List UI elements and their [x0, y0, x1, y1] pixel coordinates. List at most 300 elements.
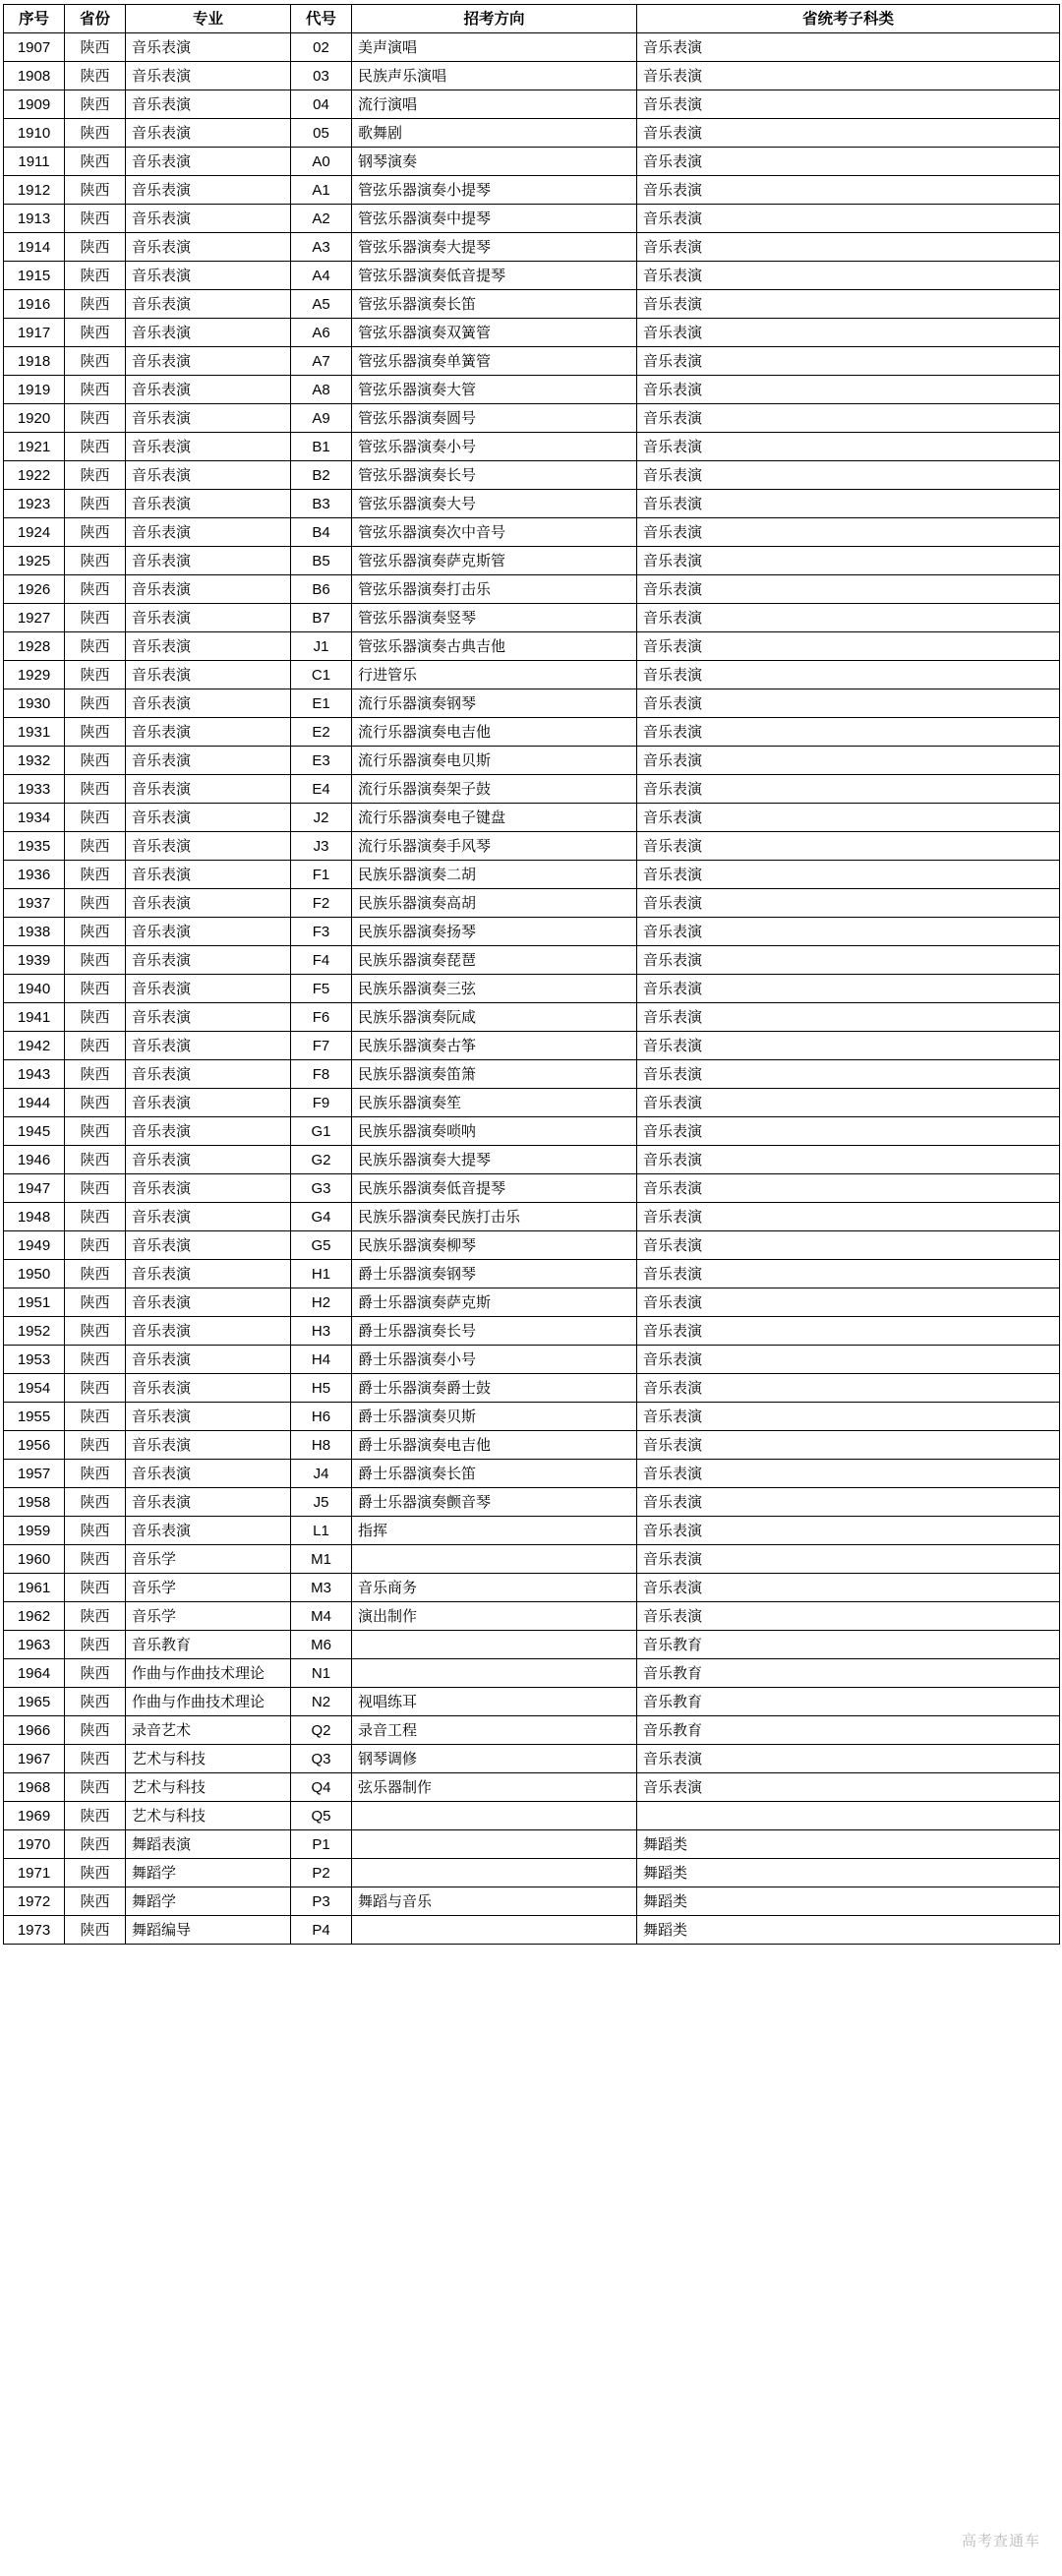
cell-province: 陕西 — [65, 889, 126, 918]
cell-code: H6 — [291, 1403, 352, 1431]
cell-major: 音乐表演 — [126, 747, 291, 775]
cell-direction: 民族乐器演奏笛箫 — [352, 1060, 637, 1089]
cell-seq: 1956 — [4, 1431, 65, 1460]
cell-major: 音乐表演 — [126, 1346, 291, 1374]
cell-direction: 管弦乐器演奏竖琴 — [352, 604, 637, 632]
cell-seq: 1952 — [4, 1317, 65, 1346]
table-row — [4, 233, 1060, 262]
table-row — [4, 1117, 1060, 1146]
table-row — [4, 1288, 1060, 1317]
cell-code: G5 — [291, 1231, 352, 1260]
table-row — [4, 1602, 1060, 1631]
cell-direction — [352, 1802, 637, 1830]
cell-subject: 音乐表演 — [637, 547, 1060, 575]
cell-province: 陕西 — [65, 1517, 126, 1545]
cell-major: 音乐表演 — [126, 861, 291, 889]
cell-subject: 音乐表演 — [637, 205, 1060, 233]
cell-direction: 管弦乐器演奏双簧管 — [352, 319, 637, 347]
cell-code: P1 — [291, 1830, 352, 1859]
table-row — [4, 747, 1060, 775]
table-row — [4, 290, 1060, 319]
cell-major: 音乐表演 — [126, 804, 291, 832]
cell-code: C1 — [291, 661, 352, 689]
cell-code: J4 — [291, 1460, 352, 1488]
cell-subject: 音乐表演 — [637, 262, 1060, 290]
cell-major: 音乐表演 — [126, 347, 291, 376]
cell-code: J5 — [291, 1488, 352, 1517]
cell-subject: 音乐教育 — [637, 1716, 1060, 1745]
cell-province: 陕西 — [65, 1317, 126, 1346]
table-row — [4, 1716, 1060, 1745]
cell-province: 陕西 — [65, 1117, 126, 1146]
table-row — [4, 632, 1060, 661]
cell-seq: 1940 — [4, 975, 65, 1003]
cell-major: 音乐表演 — [126, 575, 291, 604]
cell-province: 陕西 — [65, 1374, 126, 1403]
cell-major: 音乐表演 — [126, 176, 291, 205]
cell-code: F3 — [291, 918, 352, 946]
cell-code: Q3 — [291, 1745, 352, 1773]
table-row — [4, 433, 1060, 461]
cell-seq: 1972 — [4, 1887, 65, 1916]
cell-code: H1 — [291, 1260, 352, 1288]
table-row — [4, 33, 1060, 62]
cell-province: 陕西 — [65, 861, 126, 889]
cell-province: 陕西 — [65, 1203, 126, 1231]
cell-seq: 1939 — [4, 946, 65, 975]
cell-province: 陕西 — [65, 262, 126, 290]
cell-code: Q2 — [291, 1716, 352, 1745]
cell-subject: 音乐表演 — [637, 1602, 1060, 1631]
table-row — [4, 1545, 1060, 1574]
cell-direction — [352, 1545, 637, 1574]
cell-direction: 爵士乐器演奏长号 — [352, 1317, 637, 1346]
cell-subject: 音乐表演 — [637, 1174, 1060, 1203]
cell-subject: 音乐表演 — [637, 62, 1060, 90]
cell-code: B5 — [291, 547, 352, 575]
cell-direction: 流行乐器演奏电子键盘 — [352, 804, 637, 832]
table-row — [4, 1830, 1060, 1859]
cell-province: 陕西 — [65, 1916, 126, 1945]
cell-major: 音乐表演 — [126, 1260, 291, 1288]
cell-direction: 管弦乐器演奏大号 — [352, 490, 637, 518]
cell-major: 音乐表演 — [126, 1032, 291, 1060]
cell-province: 陕西 — [65, 718, 126, 747]
table-row — [4, 1887, 1060, 1916]
cell-subject: 音乐教育 — [637, 1688, 1060, 1716]
cell-direction: 音乐商务 — [352, 1574, 637, 1602]
cell-code: A6 — [291, 319, 352, 347]
cell-code: L1 — [291, 1517, 352, 1545]
table-row — [4, 604, 1060, 632]
cell-code: A0 — [291, 148, 352, 176]
cell-major: 音乐表演 — [126, 1231, 291, 1260]
cell-subject: 音乐表演 — [637, 290, 1060, 319]
cell-major: 音乐表演 — [126, 205, 291, 233]
cell-subject: 音乐表演 — [637, 1574, 1060, 1602]
cell-seq: 1962 — [4, 1602, 65, 1631]
cell-province: 陕西 — [65, 604, 126, 632]
table-row — [4, 1032, 1060, 1060]
cell-seq: 1964 — [4, 1659, 65, 1688]
cell-subject: 音乐表演 — [637, 233, 1060, 262]
cell-code: H3 — [291, 1317, 352, 1346]
cell-direction: 民族声乐演唱 — [352, 62, 637, 90]
cell-direction: 弦乐器制作 — [352, 1773, 637, 1802]
cell-subject: 音乐表演 — [637, 718, 1060, 747]
cell-major: 音乐表演 — [126, 290, 291, 319]
table-row — [4, 1659, 1060, 1688]
cell-seq: 1970 — [4, 1830, 65, 1859]
cell-province: 陕西 — [65, 90, 126, 119]
cell-direction — [352, 1631, 637, 1659]
table-row — [4, 262, 1060, 290]
cell-province: 陕西 — [65, 33, 126, 62]
cell-seq: 1937 — [4, 889, 65, 918]
cell-seq: 1973 — [4, 1916, 65, 1945]
table-row — [4, 1859, 1060, 1887]
cell-direction: 管弦乐器演奏长号 — [352, 461, 637, 490]
cell-seq: 1911 — [4, 148, 65, 176]
cell-province: 陕西 — [65, 918, 126, 946]
cell-province: 陕西 — [65, 775, 126, 804]
cell-province: 陕西 — [65, 1231, 126, 1260]
cell-subject: 音乐表演 — [637, 1032, 1060, 1060]
cell-major: 音乐表演 — [126, 975, 291, 1003]
cell-province: 陕西 — [65, 319, 126, 347]
cell-subject: 音乐表演 — [637, 1403, 1060, 1431]
cell-major: 艺术与科技 — [126, 1745, 291, 1773]
cell-major: 录音艺术 — [126, 1716, 291, 1745]
cell-seq: 1924 — [4, 518, 65, 547]
cell-code: G1 — [291, 1117, 352, 1146]
cell-province: 陕西 — [65, 518, 126, 547]
cell-subject: 音乐表演 — [637, 1231, 1060, 1260]
cell-direction: 爵士乐器演奏贝斯 — [352, 1403, 637, 1431]
cell-direction: 爵士乐器演奏颤音琴 — [352, 1488, 637, 1517]
cell-seq: 1915 — [4, 262, 65, 290]
cell-direction: 美声演唱 — [352, 33, 637, 62]
cell-direction: 流行乐器演奏电贝斯 — [352, 747, 637, 775]
cell-major: 音乐表演 — [126, 1403, 291, 1431]
cell-subject: 音乐表演 — [637, 461, 1060, 490]
table-row — [4, 1346, 1060, 1374]
cell-major: 音乐表演 — [126, 1488, 291, 1517]
cell-seq: 1918 — [4, 347, 65, 376]
cell-province: 陕西 — [65, 433, 126, 461]
cell-subject: 音乐表演 — [637, 1117, 1060, 1146]
cell-direction: 管弦乐器演奏中提琴 — [352, 205, 637, 233]
cell-subject: 音乐表演 — [637, 1545, 1060, 1574]
cell-major: 音乐表演 — [126, 148, 291, 176]
cell-subject: 音乐表演 — [637, 1773, 1060, 1802]
cell-direction: 舞蹈与音乐 — [352, 1887, 637, 1916]
cell-major: 音乐表演 — [126, 1317, 291, 1346]
cell-seq: 1944 — [4, 1089, 65, 1117]
cell-seq: 1954 — [4, 1374, 65, 1403]
cell-code: B1 — [291, 433, 352, 461]
cell-major: 舞蹈表演 — [126, 1830, 291, 1859]
cell-major: 音乐教育 — [126, 1631, 291, 1659]
majors-table — [3, 4, 1060, 1945]
cell-code: Q5 — [291, 1802, 352, 1830]
cell-province: 陕西 — [65, 1859, 126, 1887]
cell-seq: 1967 — [4, 1745, 65, 1773]
cell-direction — [352, 1859, 637, 1887]
table-row — [4, 832, 1060, 861]
cell-province: 陕西 — [65, 1460, 126, 1488]
cell-subject: 音乐表演 — [637, 119, 1060, 148]
cell-province: 陕西 — [65, 1003, 126, 1032]
watermark: 高考查通车 — [961, 2533, 1040, 2549]
cell-direction: 行进管乐 — [352, 661, 637, 689]
cell-major: 音乐表演 — [126, 233, 291, 262]
cell-province: 陕西 — [65, 1659, 126, 1688]
cell-seq: 1951 — [4, 1288, 65, 1317]
cell-subject: 音乐表演 — [637, 490, 1060, 518]
cell-seq: 1922 — [4, 461, 65, 490]
cell-code: B4 — [291, 518, 352, 547]
cell-subject: 音乐表演 — [637, 1460, 1060, 1488]
cell-code: A5 — [291, 290, 352, 319]
cell-code: A7 — [291, 347, 352, 376]
cell-province: 陕西 — [65, 575, 126, 604]
cell-code: H4 — [291, 1346, 352, 1374]
cell-major: 作曲与作曲技术理论 — [126, 1688, 291, 1716]
cell-subject: 音乐表演 — [637, 1488, 1060, 1517]
cell-seq: 1963 — [4, 1631, 65, 1659]
cell-subject: 音乐表演 — [637, 1260, 1060, 1288]
cell-seq: 1955 — [4, 1403, 65, 1431]
cell-major: 音乐表演 — [126, 832, 291, 861]
cell-major: 音乐表演 — [126, 1460, 291, 1488]
table-row — [4, 90, 1060, 119]
cell-direction: 民族乐器演奏笙 — [352, 1089, 637, 1117]
cell-code: F6 — [291, 1003, 352, 1032]
cell-seq: 1936 — [4, 861, 65, 889]
cell-province: 陕西 — [65, 1802, 126, 1830]
cell-direction: 民族乐器演奏低音提琴 — [352, 1174, 637, 1203]
cell-direction: 民族乐器演奏古筝 — [352, 1032, 637, 1060]
cell-major: 音乐表演 — [126, 1517, 291, 1545]
cell-major: 艺术与科技 — [126, 1773, 291, 1802]
cell-code: A4 — [291, 262, 352, 290]
cell-seq: 1926 — [4, 575, 65, 604]
table-row — [4, 319, 1060, 347]
cell-seq: 1966 — [4, 1716, 65, 1745]
cell-seq: 1945 — [4, 1117, 65, 1146]
table-row — [4, 347, 1060, 376]
cell-major: 音乐表演 — [126, 1288, 291, 1317]
cell-code: B7 — [291, 604, 352, 632]
cell-code: F1 — [291, 861, 352, 889]
cell-direction: 爵士乐器演奏电吉他 — [352, 1431, 637, 1460]
cell-subject: 音乐表演 — [637, 889, 1060, 918]
cell-major: 音乐表演 — [126, 632, 291, 661]
cell-subject: 音乐表演 — [637, 1288, 1060, 1317]
cell-major: 音乐表演 — [126, 1003, 291, 1032]
cell-province: 陕西 — [65, 461, 126, 490]
cell-code: A9 — [291, 404, 352, 433]
cell-seq: 1923 — [4, 490, 65, 518]
cell-subject: 音乐表演 — [637, 1089, 1060, 1117]
cell-major: 作曲与作曲技术理论 — [126, 1659, 291, 1688]
cell-major: 音乐表演 — [126, 689, 291, 718]
cell-subject: 音乐表演 — [637, 148, 1060, 176]
cell-seq: 1965 — [4, 1688, 65, 1716]
cell-subject: 音乐表演 — [637, 1003, 1060, 1032]
cell-province: 陕西 — [65, 1716, 126, 1745]
table-row — [4, 1374, 1060, 1403]
cell-code: G4 — [291, 1203, 352, 1231]
cell-seq: 1921 — [4, 433, 65, 461]
cell-seq: 1957 — [4, 1460, 65, 1488]
cell-seq: 1916 — [4, 290, 65, 319]
cell-province: 陕西 — [65, 347, 126, 376]
cell-major: 音乐表演 — [126, 62, 291, 90]
cell-direction: 爵士乐器演奏小号 — [352, 1346, 637, 1374]
table-row — [4, 1517, 1060, 1545]
cell-subject: 音乐表演 — [637, 918, 1060, 946]
cell-province: 陕西 — [65, 119, 126, 148]
cell-province: 陕西 — [65, 832, 126, 861]
cell-code: H5 — [291, 1374, 352, 1403]
cell-major: 音乐表演 — [126, 775, 291, 804]
cell-direction: 爵士乐器演奏长笛 — [352, 1460, 637, 1488]
table-row — [4, 1060, 1060, 1089]
cell-direction: 管弦乐器演奏长笛 — [352, 290, 637, 319]
table-row — [4, 119, 1060, 148]
table-row — [4, 1174, 1060, 1203]
cell-direction — [352, 1830, 637, 1859]
cell-seq: 1927 — [4, 604, 65, 632]
cell-major: 音乐表演 — [126, 119, 291, 148]
table-header-row — [4, 5, 1060, 33]
cell-direction: 流行乐器演奏钢琴 — [352, 689, 637, 718]
table-row — [4, 1403, 1060, 1431]
cell-province: 陕西 — [65, 290, 126, 319]
cell-seq: 1914 — [4, 233, 65, 262]
cell-subject: 音乐表演 — [637, 747, 1060, 775]
table-row — [4, 1146, 1060, 1174]
cell-subject: 音乐表演 — [637, 775, 1060, 804]
cell-province: 陕西 — [65, 747, 126, 775]
cell-province: 陕西 — [65, 1431, 126, 1460]
cell-province: 陕西 — [65, 1602, 126, 1631]
cell-seq: 1930 — [4, 689, 65, 718]
cell-major: 音乐表演 — [126, 376, 291, 404]
table-row — [4, 1916, 1060, 1945]
column-header-province: 省份 — [65, 5, 126, 33]
table-row — [4, 918, 1060, 946]
cell-direction: 爵士乐器演奏爵士鼓 — [352, 1374, 637, 1403]
cell-major: 音乐表演 — [126, 1174, 291, 1203]
cell-subject: 音乐表演 — [637, 1431, 1060, 1460]
cell-direction: 民族乐器演奏高胡 — [352, 889, 637, 918]
cell-direction: 指挥 — [352, 1517, 637, 1545]
cell-major: 音乐学 — [126, 1574, 291, 1602]
table-row — [4, 1431, 1060, 1460]
table-row — [4, 946, 1060, 975]
cell-direction: 管弦乐器演奏圆号 — [352, 404, 637, 433]
cell-seq: 1912 — [4, 176, 65, 205]
cell-major: 艺术与科技 — [126, 1802, 291, 1830]
cell-province: 陕西 — [65, 1545, 126, 1574]
table-row — [4, 575, 1060, 604]
cell-major: 音乐表演 — [126, 90, 291, 119]
cell-direction: 民族乐器演奏三弦 — [352, 975, 637, 1003]
cell-direction: 爵士乐器演奏萨克斯 — [352, 1288, 637, 1317]
cell-province: 陕西 — [65, 1887, 126, 1916]
cell-province: 陕西 — [65, 1032, 126, 1060]
cell-code: F9 — [291, 1089, 352, 1117]
cell-seq: 1925 — [4, 547, 65, 575]
cell-major: 音乐表演 — [126, 319, 291, 347]
cell-major: 音乐表演 — [126, 1060, 291, 1089]
cell-direction: 录音工程 — [352, 1716, 637, 1745]
cell-seq: 1943 — [4, 1060, 65, 1089]
cell-province: 陕西 — [65, 1346, 126, 1374]
cell-code: F8 — [291, 1060, 352, 1089]
cell-subject: 音乐表演 — [637, 433, 1060, 461]
cell-province: 陕西 — [65, 148, 126, 176]
cell-seq: 1969 — [4, 1802, 65, 1830]
table-row — [4, 1574, 1060, 1602]
cell-major: 音乐表演 — [126, 1146, 291, 1174]
cell-seq: 1953 — [4, 1346, 65, 1374]
cell-subject: 音乐表演 — [637, 661, 1060, 689]
cell-seq: 1968 — [4, 1773, 65, 1802]
cell-code: F5 — [291, 975, 352, 1003]
table-row — [4, 205, 1060, 233]
cell-subject: 音乐表演 — [637, 404, 1060, 433]
cell-major: 音乐表演 — [126, 889, 291, 918]
cell-code: H2 — [291, 1288, 352, 1317]
cell-major: 音乐表演 — [126, 718, 291, 747]
cell-subject: 音乐表演 — [637, 832, 1060, 861]
cell-code: B2 — [291, 461, 352, 490]
cell-province: 陕西 — [65, 1403, 126, 1431]
cell-subject: 音乐表演 — [637, 376, 1060, 404]
cell-seq: 1950 — [4, 1260, 65, 1288]
cell-direction: 管弦乐器演奏萨克斯管 — [352, 547, 637, 575]
cell-province: 陕西 — [65, 1488, 126, 1517]
cell-direction: 管弦乐器演奏大提琴 — [352, 233, 637, 262]
cell-code: P4 — [291, 1916, 352, 1945]
cell-province: 陕西 — [65, 62, 126, 90]
table-row — [4, 975, 1060, 1003]
cell-code: E3 — [291, 747, 352, 775]
cell-code: B3 — [291, 490, 352, 518]
table-row — [4, 176, 1060, 205]
cell-subject: 音乐表演 — [637, 1346, 1060, 1374]
cell-province: 陕西 — [65, 233, 126, 262]
cell-code: A8 — [291, 376, 352, 404]
cell-province: 陕西 — [65, 1688, 126, 1716]
cell-province: 陕西 — [65, 1260, 126, 1288]
cell-seq: 1946 — [4, 1146, 65, 1174]
cell-seq: 1934 — [4, 804, 65, 832]
cell-seq: 1960 — [4, 1545, 65, 1574]
cell-major: 音乐表演 — [126, 404, 291, 433]
cell-province: 陕西 — [65, 176, 126, 205]
cell-seq: 1961 — [4, 1574, 65, 1602]
column-header-code: 代号 — [291, 5, 352, 33]
column-header-subject: 省统考子科类 — [637, 5, 1060, 33]
table-row — [4, 1089, 1060, 1117]
cell-subject: 舞蹈类 — [637, 1830, 1060, 1859]
cell-seq: 1929 — [4, 661, 65, 689]
